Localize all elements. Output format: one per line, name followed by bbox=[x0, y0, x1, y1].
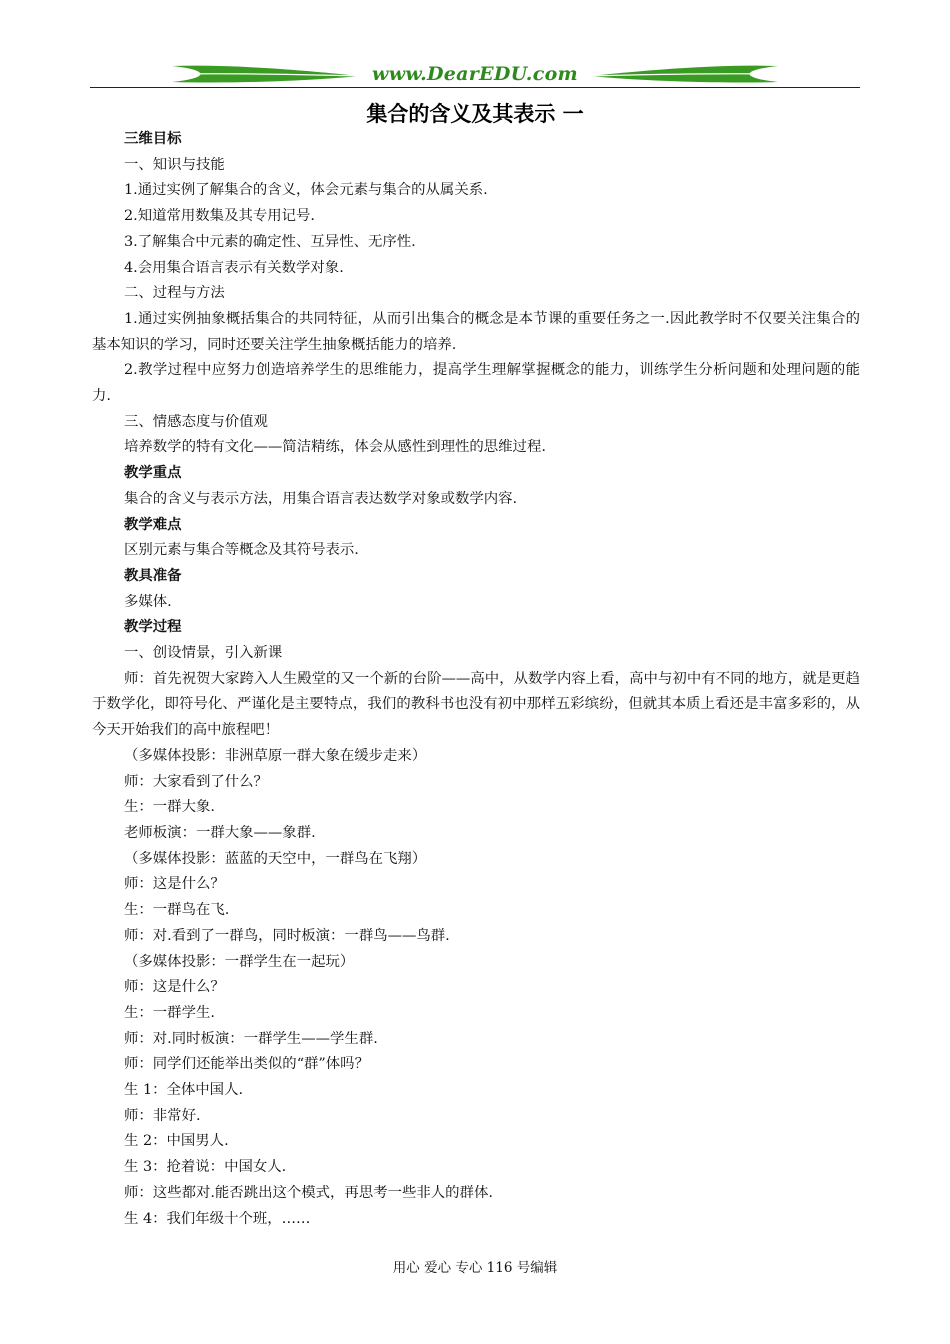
dialogue-line: 生 3：抢着说：中国女人. bbox=[124, 1159, 287, 1176]
section-process-method: 二、过程与方法 bbox=[124, 285, 225, 302]
dialogue-line: 师：这是什么？ bbox=[124, 876, 225, 893]
dialogue-line: 师：同学们还能举出类似的“群”体吗？ bbox=[124, 1056, 369, 1073]
paragraph: 培养数学的特有文化——简洁精练，体会从感性到理性的思维过程. bbox=[124, 439, 546, 456]
stage-direction: （多媒体投影：一群学生在一起玩） bbox=[124, 953, 355, 970]
dialogue-line: 师：对.同时板演：一群学生——学生群. bbox=[124, 1030, 378, 1047]
dialogue-line: 师：这是什么？ bbox=[124, 979, 225, 996]
dialogue-line: 生 4：我们年级十个班，…… bbox=[124, 1210, 311, 1227]
paragraph: 2.教学过程中应努力创造培养学生的思维能力，提高学生理解掌握概念的能力，训练学生分析问题和处理问题的能力. bbox=[92, 362, 860, 405]
paragraph: 集合的含义与表示方法，用集合语言表达数学对象或数学内容. bbox=[124, 490, 518, 507]
paragraph: 多媒体. bbox=[124, 593, 172, 610]
heading-teaching-difficulty: 教学难点 bbox=[124, 516, 182, 533]
dialogue-line: 师：首先祝贺大家跨入人生殿堂的又一个新的台阶——高中，从数学内容上看，高中与初中有不同的地方，就是更趋于数学化，即符号化、严谨化是主要特点，我们的教科书也没有初中那样五彩缤纷，但就其本质上看还是丰富多彩的，从今天开始我们的高中旅程吧！ bbox=[92, 670, 860, 739]
dialogue-line: 生：一群大象. bbox=[124, 799, 215, 816]
document-body bbox=[92, 127, 860, 1232]
paragraph: 区别元素与集合等概念及其符号表示. bbox=[124, 542, 359, 559]
dialogue-line: 生：一群鸟在飞. bbox=[124, 902, 230, 919]
document-title: 集合的含义及其表示 一 bbox=[366, 102, 584, 126]
paragraph: 1.通过实例抽象概括集合的共同特征，从而引出集合的概念是本节课的重要任务之一.因此教学时不仅要关注集合的基本知识的学习，同时还要关注学生抽象概括能力的培养. bbox=[92, 310, 860, 353]
dialogue-line: 师：大家看到了什么？ bbox=[124, 773, 268, 790]
page-footer: 用心 爱心 专心 116 号编辑 bbox=[392, 1260, 558, 1276]
section-intro-scenario: 一、创设情景，引入新课 bbox=[124, 645, 283, 662]
section-emotion-values: 三、情感态度与价值观 bbox=[124, 413, 268, 430]
dialogue-line: 生：一群学生. bbox=[124, 1004, 215, 1021]
paragraph: 3.了解集合中元素的确定性、互异性、无序性. bbox=[124, 233, 416, 250]
dialogue-line: 生 1：全体中国人. bbox=[124, 1082, 244, 1099]
heading-three-dimensional-goals: 三维目标 bbox=[124, 131, 182, 147]
paragraph: 4.会用集合语言表示有关数学对象. bbox=[124, 259, 344, 276]
paragraph: 2.知道常用数集及其专用记号. bbox=[124, 208, 315, 225]
dialogue-line: 师：非常好. bbox=[124, 1107, 201, 1124]
heading-teaching-aids: 教具准备 bbox=[124, 567, 182, 584]
dialogue-line: 生 2：中国男人. bbox=[124, 1133, 229, 1150]
heading-teaching-focus: 教学重点 bbox=[124, 465, 182, 482]
dialogue-line: 老师板演：一群大象——象群. bbox=[124, 824, 316, 841]
page-header bbox=[90, 60, 860, 90]
stage-direction: （多媒体投影：蓝蓝的天空中，一群鸟在飞翔） bbox=[124, 850, 427, 867]
logo-text: www.DearEDU.com bbox=[372, 63, 578, 85]
dialogue-line: 师：这些都对.能否跳出这个模式，再思考一些非人的群体. bbox=[124, 1184, 493, 1201]
heading-teaching-process: 教学过程 bbox=[124, 619, 182, 636]
paragraph: 1.通过实例了解集合的含义，体会元素与集合的从属关系. bbox=[124, 182, 488, 199]
header-divider bbox=[90, 87, 860, 88]
dialogue-line: 师：对.看到了一群鸟，同时板演：一群鸟——鸟群. bbox=[124, 927, 450, 944]
logo-wordmark bbox=[170, 62, 780, 88]
section-knowledge-skills: 一、知识与技能 bbox=[124, 156, 225, 173]
stage-direction: （多媒体投影：非洲草原一群大象在缓步走来） bbox=[124, 747, 427, 764]
